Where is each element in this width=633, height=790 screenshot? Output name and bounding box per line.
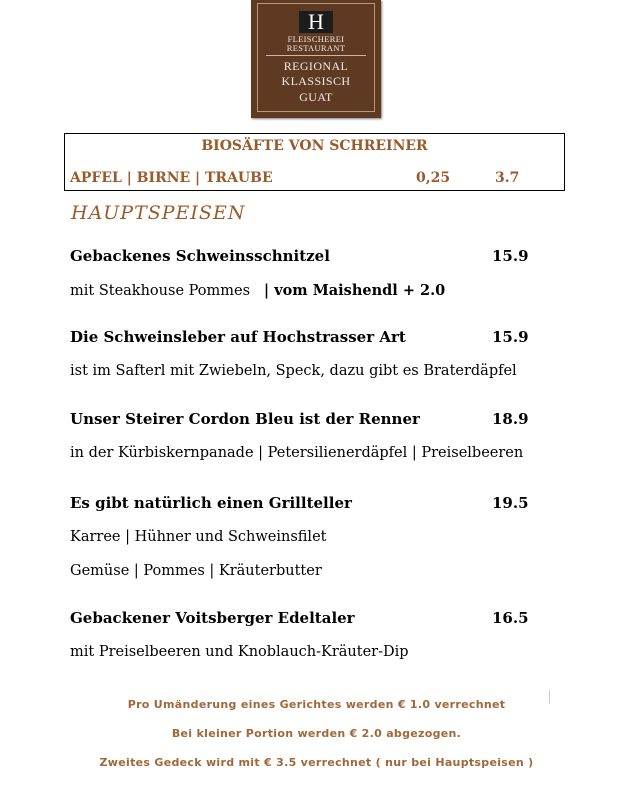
dish-name: Die Schweinsleber auf Hochstrasser Art <box>70 328 406 346</box>
dish-price: 18.9 <box>492 410 529 428</box>
logo-letter: H <box>299 11 333 33</box>
section-title: HAUPTSPEISEN <box>71 202 246 224</box>
footer-note: Pro Umänderung eines Gerichtes werden € 1.0 verrechnet <box>127 698 506 711</box>
dish-description: ist im Safterl mit Zwiebeln, Speck, dazu gibt es Braterdäpfel <box>70 363 517 379</box>
dish-option-text: | vom Maishendl + 2.0 <box>263 282 446 299</box>
dish-description: Karree | Hühner und Schweinsfilet <box>70 529 327 545</box>
footer-note: Bei kleiner Portion werden € 2.0 abgezogen. <box>171 727 462 740</box>
dish-name: Gebackenes Schweinsschnitzel <box>70 247 330 265</box>
logo-tagline-3: GUAT <box>299 90 333 104</box>
dish-name: Es gibt natürlich einen Grillteller <box>70 494 352 512</box>
dish-description-text: mit Steakhouse Pommes <box>70 283 251 299</box>
logo-subtitle-2: RESTAURANT <box>286 43 346 53</box>
logo-tagline-2: KLASSISCH <box>281 74 351 88</box>
dish-price: 19.5 <box>492 494 529 512</box>
juice-price: 3.7 <box>495 170 520 186</box>
juice-box <box>64 133 565 191</box>
dish-name: Gebackener Voitsberger Edeltaler <box>70 609 355 627</box>
dish-price: 15.9 <box>492 247 529 265</box>
dish-price: 15.9 <box>492 328 529 346</box>
juice-items: APFEL | BIRNE | TRAUBE <box>70 170 273 186</box>
juice-title: BIOSÄFTE VON SCHREINER <box>201 138 428 154</box>
dish-description: mit Preiselbeeren und Knoblauch-Kräuter-Dip <box>70 644 409 660</box>
dish-description: in der Kürbiskernpanade | Petersilienerdäpfel | Preiselbeeren <box>70 445 524 461</box>
restaurant-logo <box>251 0 381 118</box>
dish-description <box>70 282 445 299</box>
logo-frame <box>257 3 375 112</box>
dish-name: Unser Steirer Cordon Bleu ist der Renner <box>70 410 420 428</box>
logo-subtitle-1: FLEISCHEREI <box>287 34 345 44</box>
footer-note: Zweites Gedeck wird mit € 3.5 verrechnet ( nur bei Hauptspeisen ) <box>99 756 534 769</box>
dish-description-2: Gemüse | Pommes | Kräuterbutter <box>70 563 322 579</box>
dish-price: 16.5 <box>492 609 529 627</box>
juice-size: 0,25 <box>416 170 451 186</box>
logo-tagline-1: REGIONAL <box>283 59 349 73</box>
logo-divider <box>266 55 366 56</box>
